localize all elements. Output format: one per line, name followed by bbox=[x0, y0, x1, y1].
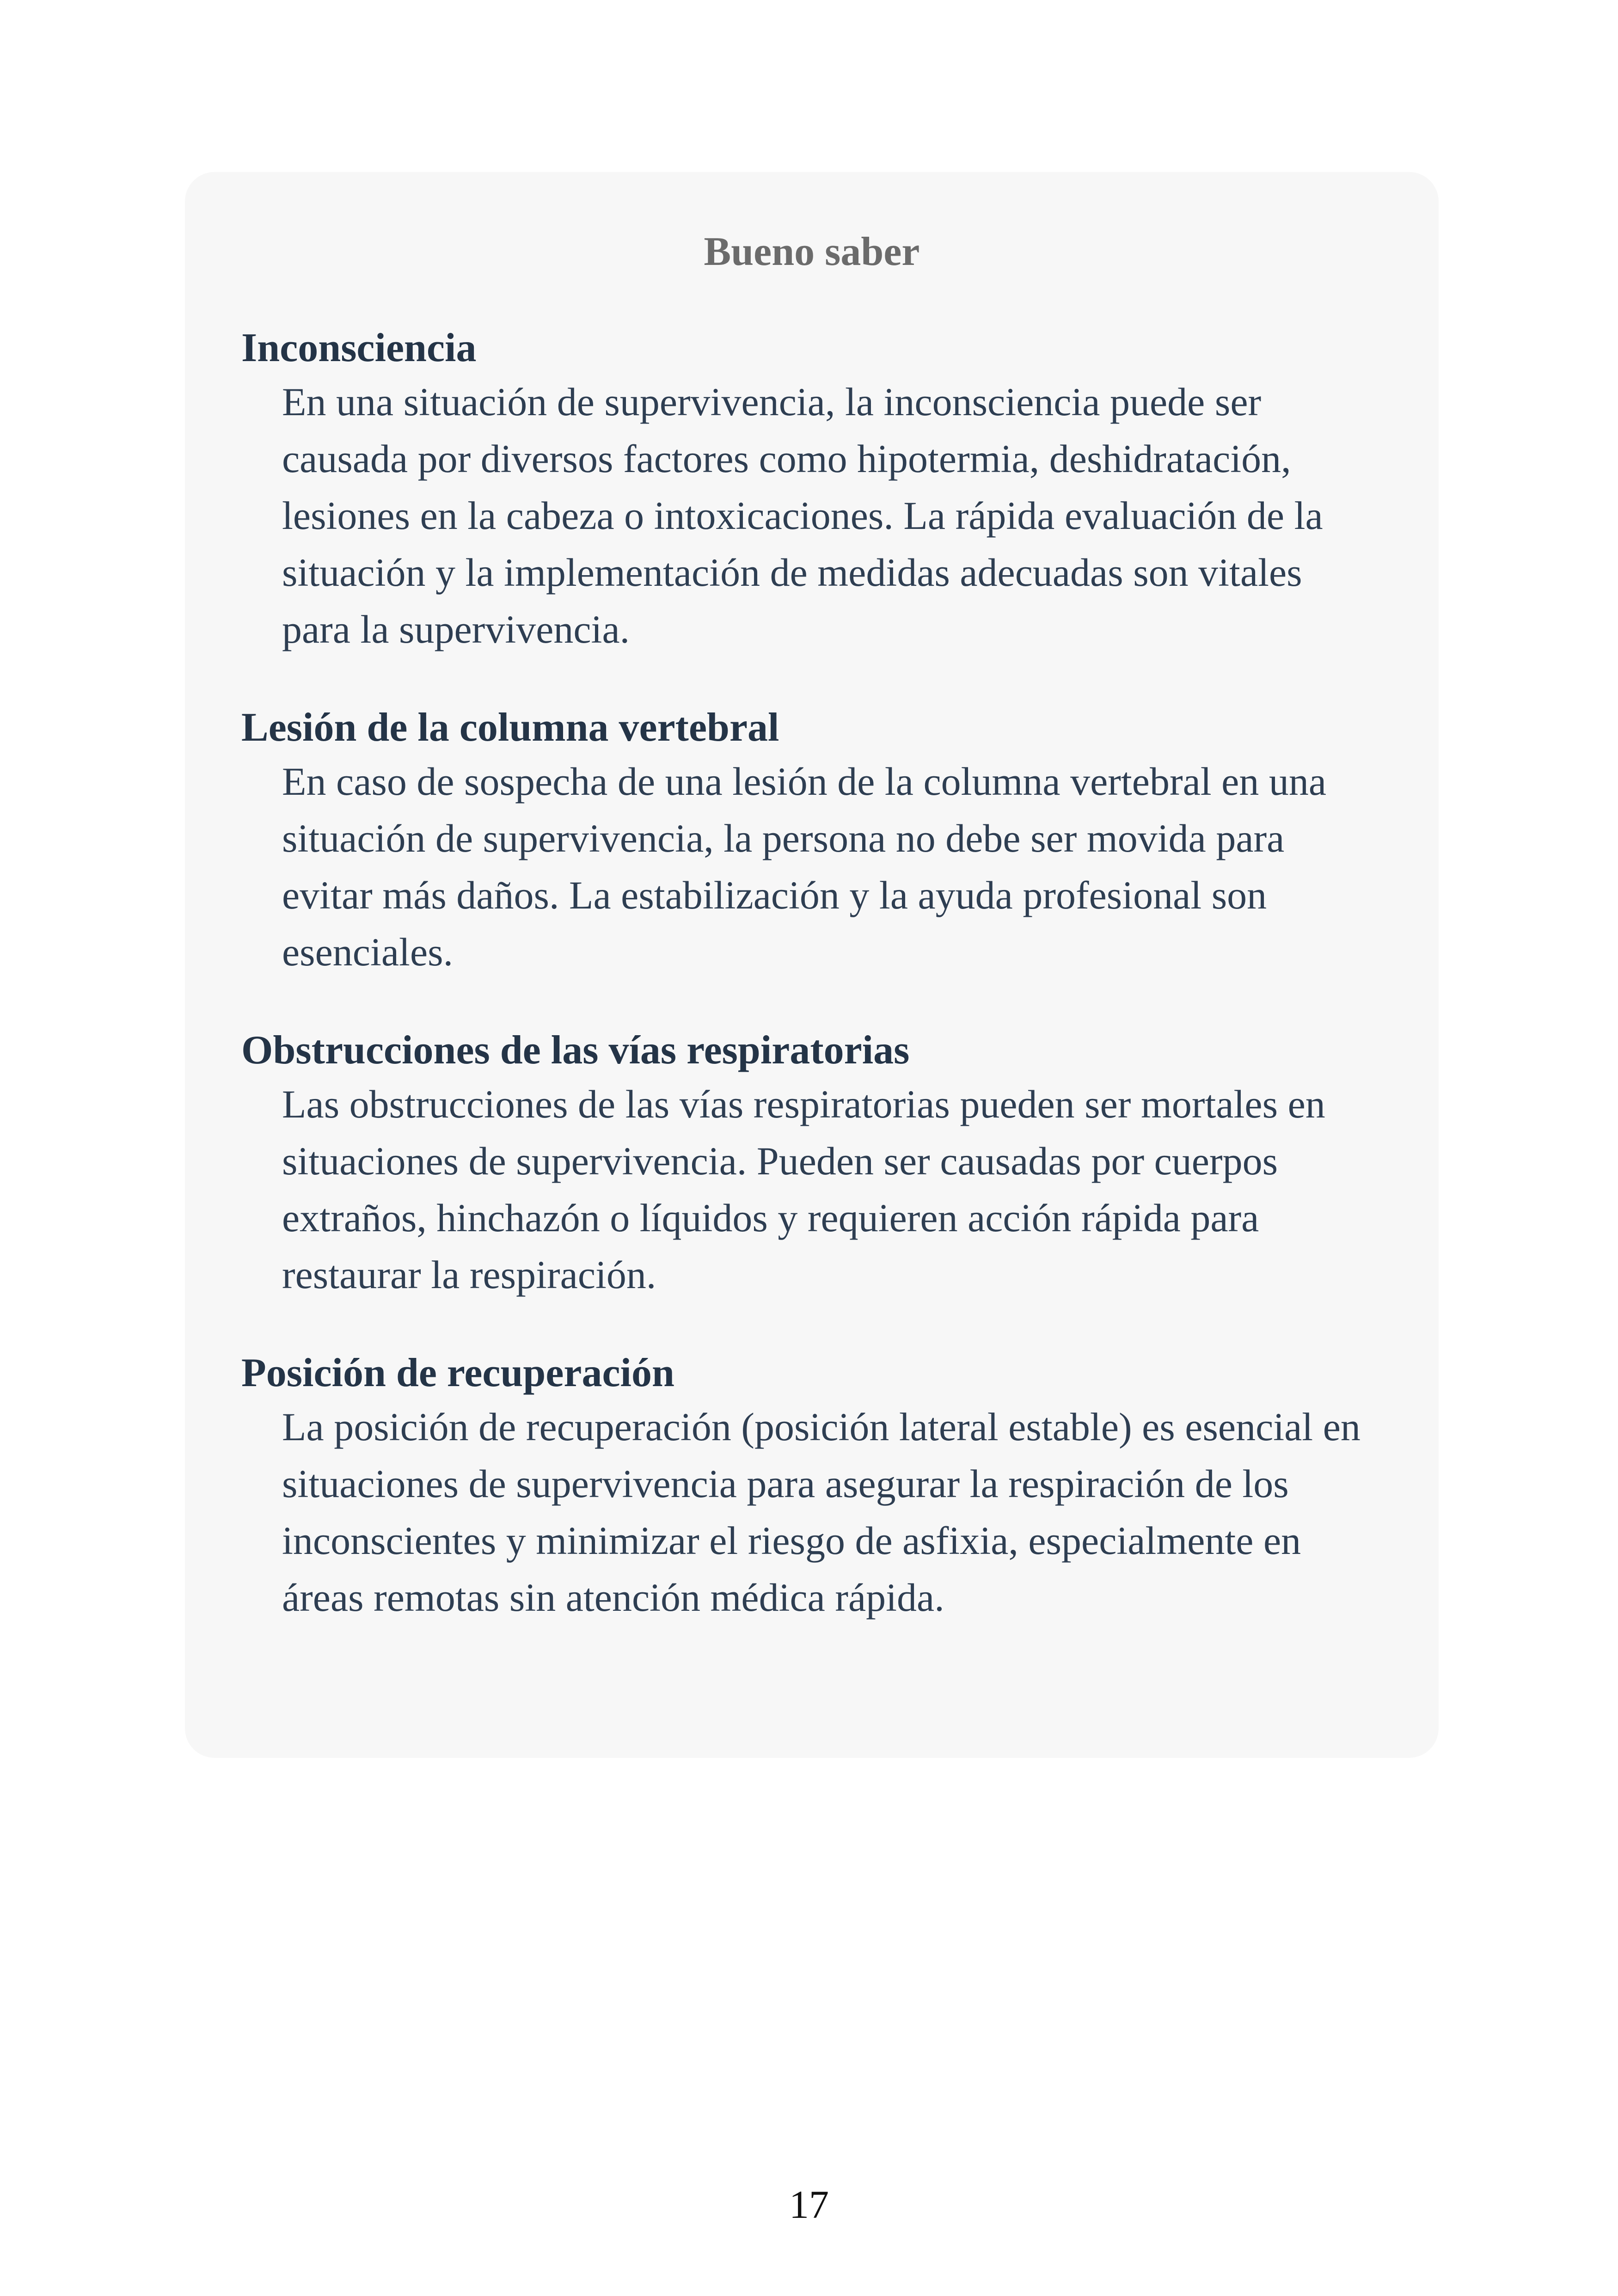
section-list bbox=[241, 323, 1379, 1670]
section-body: La posición de recuperación (posición lateral estable) es esencial en situaciones de supervivencia para asegurar la respiración de los inconscientes y minimizar el riesgo de asfixia, especialmente en áreas remotas sin atención médica rápida. bbox=[282, 1405, 1361, 1620]
section-spinal-injury bbox=[241, 702, 1379, 981]
section-heading: Inconsciencia bbox=[241, 325, 477, 370]
section-unconsciousness bbox=[241, 323, 1379, 658]
page-number: 17 bbox=[789, 2182, 829, 2227]
section-heading: Obstrucciones de las vías respiratorias bbox=[241, 1028, 910, 1073]
box-title: Bueno saber bbox=[704, 229, 920, 274]
section-heading: Lesión de la columna vertebral bbox=[241, 705, 779, 750]
good-to-know-box bbox=[185, 172, 1439, 1758]
section-body: En caso de sospecha de una lesión de la columna vertebral en una situación de supervivencia, la persona no debe ser movida para evitar más daños. La estabilización y la ayuda profesional son esenciales. bbox=[282, 759, 1327, 974]
section-airway-obstruction bbox=[241, 1025, 1379, 1303]
section-body: Las obstrucciones de las vías respiratorias pueden ser mortales en situaciones de supervivencia. Pueden ser causadas por cuerpos extraños, hinchazón o líquidos y requieren acción rápida para restaurar la respiración. bbox=[282, 1082, 1325, 1297]
section-heading: Posición de recuperación bbox=[241, 1351, 674, 1395]
section-recovery-position bbox=[241, 1348, 1379, 1626]
section-body: En una situación de supervivencia, la inconsciencia puede ser causada por diversos factores como hipotermia, deshidratación, lesiones en la cabeza o intoxicaciones. La rápida evaluación de la situación y la implementación de medidas adecuadas son vitales para la supervivencia. bbox=[282, 380, 1323, 651]
